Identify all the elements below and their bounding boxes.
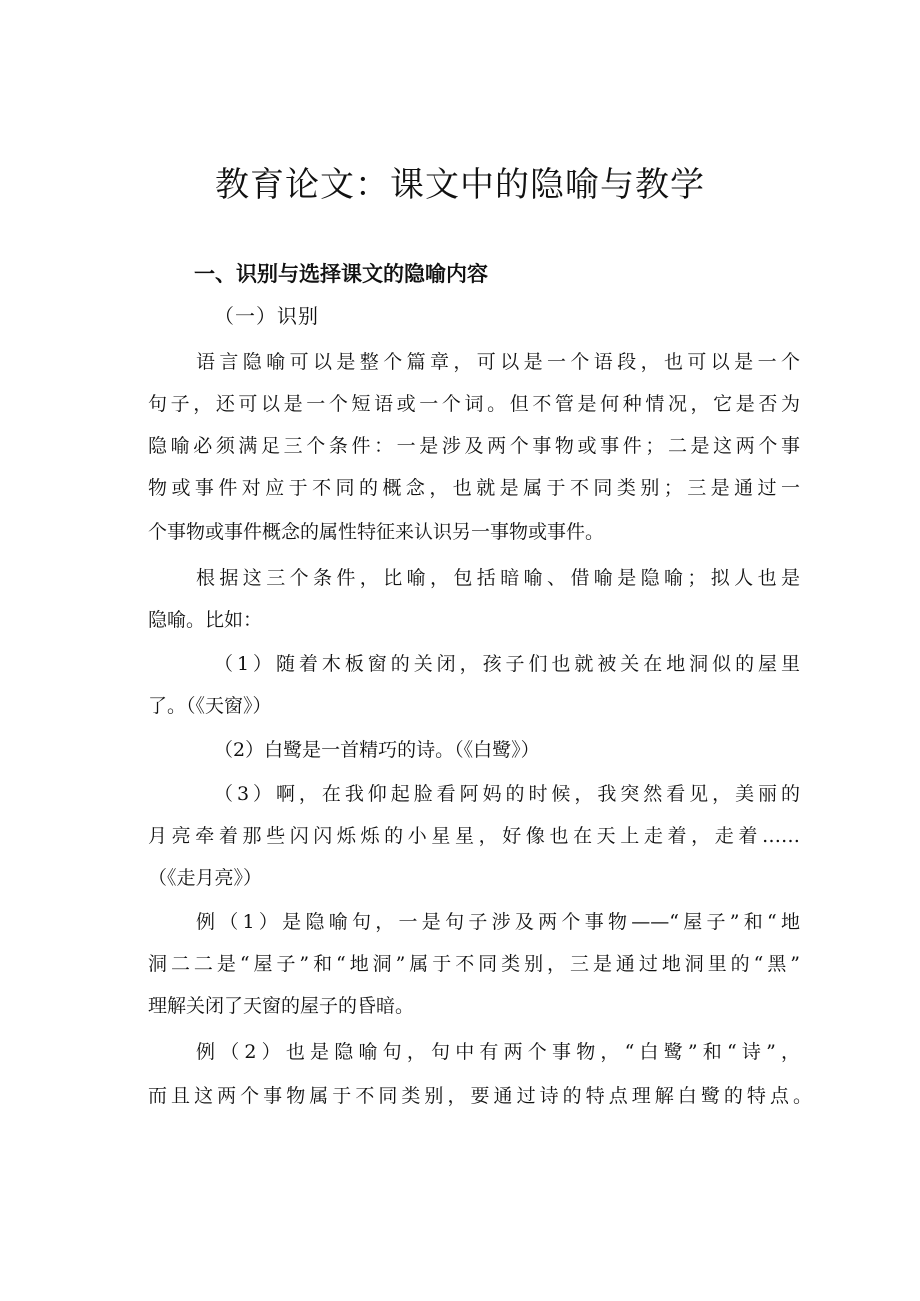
analysis-line: 而且这两个事物属于不同类别，要通过诗的特点理解白鹭的特点。 (148, 1085, 812, 1107)
example-line: （1）随着木板窗的关闭，孩子们也就被关在地洞似的屋里 (214, 653, 800, 675)
example-line: 了。（《天窗》） (148, 695, 272, 717)
analysis-line: 洞二二是“屋子”和“地洞”属于不同类别，三是通过地洞里的“黑” (148, 953, 800, 975)
paragraph-line: 物或事件对应于不同的概念，也就是属于不同类别；三是通过一 (148, 477, 800, 499)
example-line: 月亮牵着那些闪闪烁烁的小星星，好像也在天上走着，走着…… (148, 825, 800, 847)
paragraph-line: 语言隐喻可以是整个篇章，可以是一个语段，也可以是一个 (196, 351, 800, 373)
example-line: （2）白鹭是一首精巧的诗。（《白鹭》） (214, 739, 540, 761)
analysis-line: 例（2）也是隐喻句，句中有两个事物，“白鹭”和“诗”， (196, 1041, 800, 1063)
paragraph-line: 隐喻。比如： (148, 609, 263, 631)
paragraph-line: 隐喻必须满足三个条件：一是涉及两个事物或事件；二是这两个事 (148, 435, 800, 457)
example-line: （3）啊，在我仰起脸看阿妈的时候，我突然看见，美丽的 (214, 783, 800, 805)
analysis-line: 例（1）是隐喻句，一是句子涉及两个事物——“屋子”和“地 (196, 911, 800, 933)
subsection-heading: （一）识别 (214, 304, 319, 328)
analysis-line: 理解关闭了天窗的屋子的昏暗。 (148, 995, 415, 1017)
example-line: （《走月亮》） (148, 867, 263, 889)
paragraph-line: 根据这三个条件，比喻，包括暗喻、借喻是隐喻；拟人也是 (196, 567, 800, 589)
page-title: 教育论文：课文中的隐喻与教学 (215, 165, 705, 205)
paragraph-line: 句子，还可以是一个短语或一个词。但不管是何种情况，它是否为 (148, 393, 800, 415)
paragraph-line: 个事物或事件概念的属性特征来认识另一事物或事件。 (148, 521, 605, 543)
section-heading: 一、识别与选择课文的隐喻内容 (194, 262, 488, 286)
